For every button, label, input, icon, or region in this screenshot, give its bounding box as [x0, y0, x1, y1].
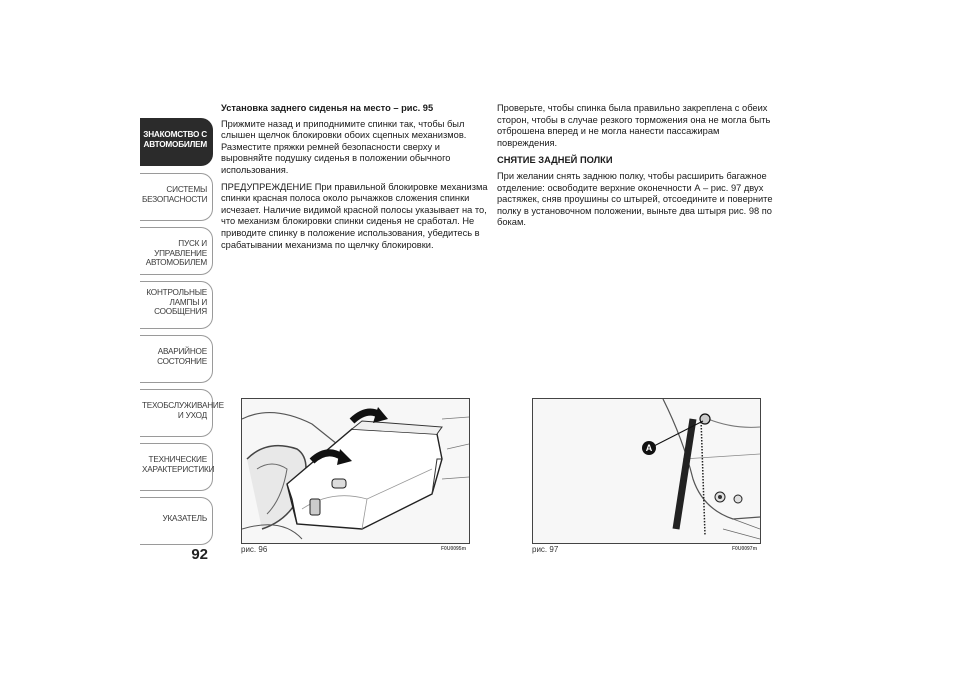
tab-ukazatel[interactable] [140, 497, 213, 545]
tab-label: ТЕХНИЧЕСКИЕ [148, 455, 207, 464]
shelf-illustration [533, 399, 760, 543]
tab-label: УКАЗАТЕЛЬ [162, 514, 207, 523]
tab-label: ХАРАКТЕРИСТИКИ [142, 464, 215, 474]
warning-paragraph: ПРЕДУПРЕЖДЕНИЕ При правильной блокировке механизма спинки красная полоса около рычажков сложения спинки исчезает. Наличие видимой красной полосы указывает на то, что механизм блокировки спинки сиденья не сработал. Не приводите спинку в положение использования, убедитесь в срабатывании механизма по щелчку блокировки. [221, 181, 488, 250]
tab-label: АВТОМОБИЛЕМ [145, 258, 207, 267]
paragraph: Прижмите назад и приподнимите спинки так, чтобы был слышен щелчок блокировки обоих сцепных механизмов. Разместите пряжки ремней безопасности сверху и выровняйте подушку сиденья в положении обычного использования. [221, 118, 467, 175]
tab-tehobsluzhivanie[interactable] [140, 389, 224, 437]
figure-97-caption: рис. 97 [532, 545, 559, 554]
tab-pusk[interactable] [140, 227, 213, 275]
tab-label: СОСТОЯНИЕ [157, 356, 207, 366]
tab-label: АВАРИЙНОЕ [157, 347, 207, 356]
tab-label: И УХОД [177, 410, 207, 420]
tab-label: ТЕХОБСЛУЖИВАНИЕ [142, 401, 224, 410]
tab-label: ЛАМПЫ И [169, 297, 207, 307]
tab-label: ПУСК И УПРАВЛЕНИЕ [154, 239, 207, 258]
tab-label: АВТОМОБИЛЕМ [143, 139, 207, 149]
tab-avariynoe[interactable] [140, 335, 213, 383]
paragraph: При желании снять заднюю полку, чтобы расширить багажное отделение: освободите верхние оконечности А – рис. 97 двух растяжек, сняв проушины со штырей, отсоедините и поверните полку в установочном положении, выньте два штыря рис. 98 по бокам. [497, 170, 773, 228]
seat-illustration [242, 399, 469, 543]
tab-label: ЗНАКОМСТВО С [143, 130, 207, 139]
figure-96-caption: рис. 96 [241, 545, 268, 554]
right-column [497, 103, 773, 234]
marker-a-label: A [645, 443, 653, 453]
section-heading: Установка заднего сиденья на место – рис. 95 [221, 103, 434, 113]
tab-label: БЕЗОПАСНОСТИ [142, 194, 208, 204]
figure-96-image [241, 398, 470, 544]
tab-tehnicheskie[interactable] [140, 443, 213, 491]
page-number: 92 [191, 546, 208, 563]
left-column [221, 103, 493, 256]
figure-97-image [532, 398, 761, 544]
figure-97-code: F0U0097m [732, 546, 758, 552]
tab-label: СООБЩЕНИЯ [154, 307, 207, 316]
tab-kontrolnye[interactable] [140, 281, 213, 329]
paragraph: Проверьте, чтобы спинка была правильно закреплена с обеих сторон, чтобы в случае резкого торможения она не могла быть отброшена вперед и не могла нанести пассажирам повреждения. [497, 103, 771, 148]
tab-znakomstvo[interactable] [140, 118, 213, 166]
figure-96-code: F0U0095m [441, 546, 467, 552]
tab-label: КОНТРОЛЬНЫЕ [146, 288, 207, 297]
section-title: СНЯТИЕ ЗАДНЕЙ ПОЛКИ [497, 155, 613, 166]
tab-sistemy[interactable] [140, 173, 213, 221]
tab-label: СИСТЕМЫ [166, 185, 207, 194]
